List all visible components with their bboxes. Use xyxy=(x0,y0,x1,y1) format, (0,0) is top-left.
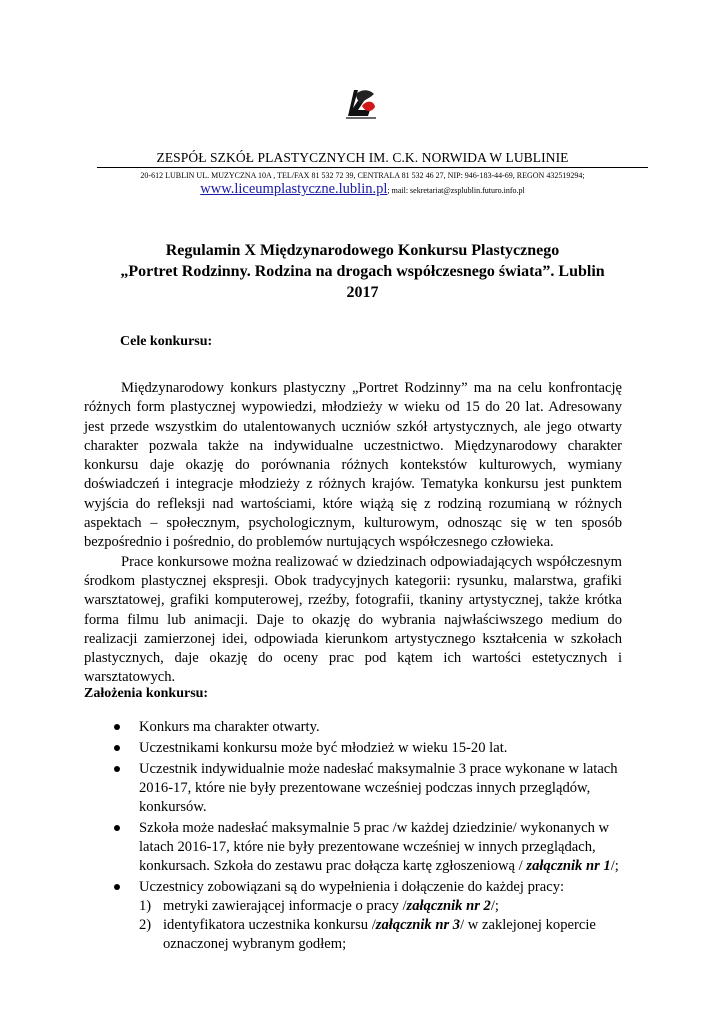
list-item: Uczestnik indywidualnie może nadesłać maksymalnie 3 prace wykonane w latach 2016-17, które nie były prezentowane wcześniej podczas innych przeglądów, konkursów. xyxy=(108,760,622,817)
document-title xyxy=(70,240,655,303)
goals-paragraph-1: Międzynarodowy konkurs plastyczny „Portret Rodzinny” ma na celu konfrontację różnych form plastycznej wypowiedzi, młodzieży w wieku od 15 do 20 lat. Adresowany jest przede wszystkim do utalentowanych uczniów szkół artystycznych, ale jego otwarty charakter pozwala także na indywidualne uczestnictwo. Międzynarodowy charakter konkursu daje okazję do porównania różnych kontekstów kulturowych, wymiany doświadczeń i integracje młodzieży z różnych krajów. Tematyka konkursu jest punktem wyjścia do refleksji nad wartościami, które wiążą się z rodziną rozumianą w różnych aspektach – społecznym, psychologicznym, kulturowym, odnosząc się w ten sposób bezpośrednio i pośrednio, do problemów nurtujących współczesnego człowieka. xyxy=(84,380,622,551)
goals-paragraph-2: Prace konkursowe można realizować w dziedzinach odpowiadających współczesnym środkom plastycznej ekspresji. Obok tradycyjnych kategorii: rysunku, malarstwa, grafiki warsztatowej, grafiki komputerowej, rzeźby, fotografii, tkaniny artystycznej, także krótka forma filmu lub animacji. Daje to okazję do wybrania najwłaściwszego medium do realizacji zamierzonej idei, odpowiada kierunkom artystycznego kształcenia w szkołach plastycznych, daje okazję do oceny prac pod kątem ich wartości estetycznych i warsztatowych. xyxy=(84,553,622,686)
website-link[interactable]: www.liceumplastyczne.lublin.pl xyxy=(200,181,388,197)
school-name: ZESPÓŁ SZKÓŁ PLASTYCZNYCH IM. C.K. NORWIDA W LUBLINIE xyxy=(156,150,569,165)
list-item: Konkurs ma charakter otwarty. xyxy=(108,718,622,737)
attachment-ref: załącznik nr 1 xyxy=(526,858,611,874)
goals-text xyxy=(84,379,622,688)
title-line-3: 2017 xyxy=(346,284,379,301)
assumptions-list xyxy=(108,718,622,956)
list-item: Uczestnicy zobowiązani są do wypełnienia i dołączenie do każdej pracy: 1) metryki zawierającej informacje o pracy /załącznik nr 2/; 2) identyfikatora uczestnika konkursu /załącznik nr 3/ w zaklejonej kopercie oznaczonej wybranym godłem; xyxy=(108,878,622,954)
header-divider xyxy=(97,167,648,168)
required-documents-list xyxy=(139,897,622,954)
title-line-1: Regulamin X Międzynarodowego Konkursu Plastycznego xyxy=(165,242,560,259)
email-text: ; mail: sekretariat@zsplublin.futuro.info.pl xyxy=(387,186,525,195)
school-emblem-icon xyxy=(344,86,378,120)
assumptions-heading: Założenia konkursu: xyxy=(84,686,209,701)
attachment-ref: załącznik nr 3 xyxy=(375,917,461,933)
list-item: Uczestnikami konkursu może być młodzież w wieku 15-20 lat. xyxy=(108,739,622,758)
contact-line xyxy=(0,181,725,198)
list-item: Szkoła może nadesłać maksymalnie 5 prac /w każdej dziedzinie/ wykonanych w latach 2016-17, które nie były prezentowane wcześniej w innych przeglądach, konkursach. Szkoła do zestawu prac dołącza kartę zgłoszeniową / załącznik nr 1/; xyxy=(108,819,622,876)
goals-heading: Cele konkursu: xyxy=(120,334,213,349)
school-address: 20-612 LUBLIN UL. MUZYCZNA 10A , TEL/FAX 81 532 72 39, CENTRALA 81 532 46 27, NIP: 946-183-44-69, REGON 432519294; xyxy=(140,171,585,180)
sub-list-item: 2) identyfikatora uczestnika konkursu /załącznik nr 3/ w zaklejonej kopercie oznaczonej wybranym godłem; xyxy=(139,917,596,952)
title-line-2: „Portret Rodzinny. Rodzina na drogach współczesnego świata”. Lublin xyxy=(120,263,605,280)
attachment-ref: załącznik nr 2 xyxy=(406,898,491,914)
sub-list-item: 1) metryki zawierającej informacje o pracy /załącznik nr 2/; xyxy=(139,898,499,914)
